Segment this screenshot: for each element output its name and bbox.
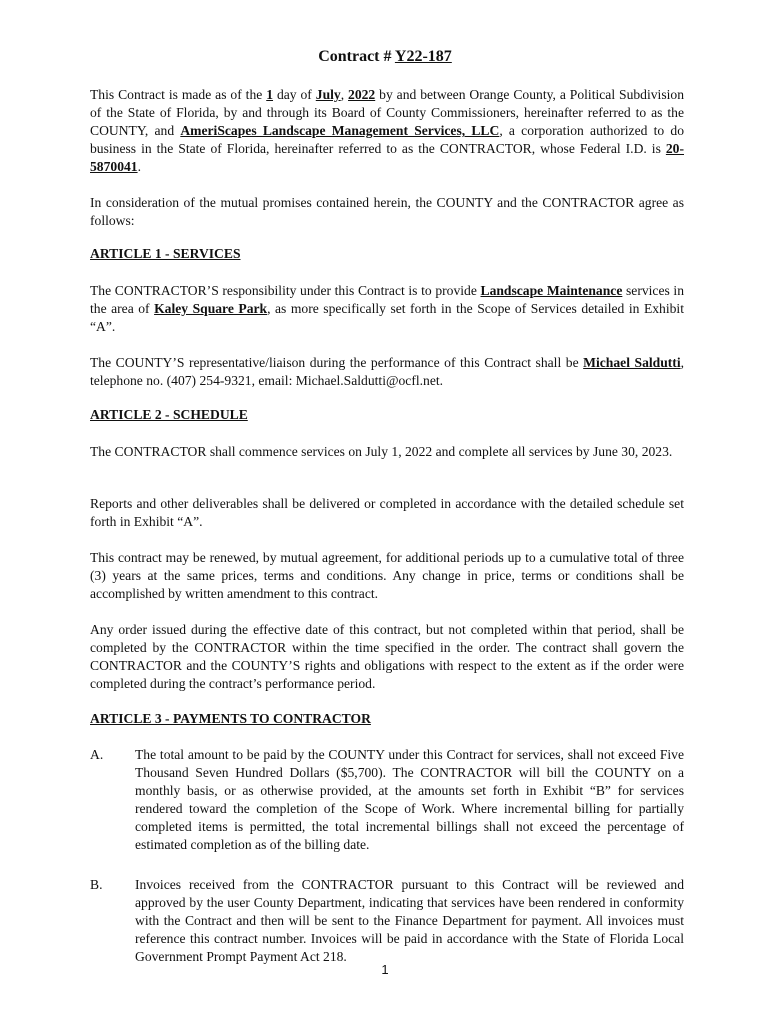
contractor-name: AmeriScapes Landscape Management Services, LLC bbox=[180, 123, 500, 138]
contract-day: 1 bbox=[266, 87, 274, 102]
item-a-paragraph: The total amount to be paid by the COUNTY under this Contract for services, shall not exceed Five Thousand Seven Hundred Dollars ($5,700). The CONTRACTOR will bill the COUNTY on a monthly basis, or as otherwise provided, at the amounts set forth in Exhibit “B” for services rendered toward the completion of the Scope of Work. Where incremental billing for partially completed items is permitted, the total incremental billings shall not exceed the percentage of estimated completion as of the billing date. bbox=[135, 747, 684, 852]
consideration-paragraph: In consideration of the mutual promises contained herein, the COUNTY and the CONTRACTOR agree as follows: bbox=[90, 195, 684, 228]
article-2-orders-paragraph: Any order issued during the effective date of this contract, but not completed within that period, shall be completed by the CONTRACTOR within the time specified in the order. The contract shall govern the CONTRACTOR and the COUNTY’S rights and obligations with respect to the extent as if the order were completed during the contract’s performance period. bbox=[90, 622, 684, 691]
article-3-heading: ARTICLE 3 - PAYMENTS TO CONTRACTOR bbox=[90, 711, 371, 726]
article-2-deliverables-paragraph: Reports and other deliverables shall be delivered or completed in accordance with the detailed schedule set forth in Exhibit “A”. bbox=[90, 496, 684, 529]
intro-paragraph: This Contract is made as of the 1 day of July, 2022 by and between Orange County, a Political Subdivision of the State of Florida, by and through its Board of County Commissioners, hereinafter referred to as the COUNTY, and AmeriScapes Landscape Management Services, LLC, a corporation authorized to do business in the State of Florida, hereinafter referred to as the CONTRACTOR, whose Federal I.D. is 20-5870041. bbox=[90, 87, 684, 174]
item-b-paragraph: Invoices received from the CONTRACTOR pursuant to this Contract will be reviewed and approved by the user County Department, indicating that services have been rendered in conformity with the Contract and then will be sent to the Finance Department for payment. All invoices must reference this contract number. Invoices will be paid in accordance with the State of Florida Local Government Prompt Payment Act 218. bbox=[135, 877, 684, 964]
article-2-renewal-paragraph: This contract may be renewed, by mutual agreement, for additional periods up to a cumulative total of three (3) years at the same prices, terms and conditions. Any change in price, terms or conditions shall be accomplished by written amendment to this contract. bbox=[90, 550, 684, 601]
article-2-schedule-paragraph: The CONTRACTOR shall commence services on July 1, 2022 and complete all services by June 30, 2023. bbox=[90, 444, 673, 459]
article-1-liaison-paragraph: The COUNTY’S representative/liaison during the performance of this Contract shall be Michael Saldutti, telephone no. (407) 254-9321, email: Michael.Saldutti@ocfl.net. bbox=[90, 355, 684, 388]
article-2-heading: ARTICLE 2 - SCHEDULE bbox=[90, 407, 248, 422]
service-type: Landscape Maintenance bbox=[480, 283, 623, 298]
liaison-name: Michael Saldutti bbox=[583, 355, 681, 370]
page-number: 1 bbox=[381, 962, 389, 977]
contract-year: 2022 bbox=[348, 87, 376, 102]
contract-title: Contract # Y22-187 bbox=[318, 48, 452, 65]
article-1-services-paragraph: The CONTRACTOR’S responsibility under this Contract is to provide Landscape Maintenance services in the area of Kaley Square Park, as more specifically set forth in the Scope of Services detailed in Exhibit “A”. bbox=[90, 283, 685, 334]
item-a-label: A. bbox=[90, 747, 104, 762]
article-1-heading: ARTICLE 1 - SERVICES bbox=[90, 246, 241, 261]
contract-number: Y22-187 bbox=[394, 48, 452, 65]
item-b-label: B. bbox=[90, 877, 103, 892]
contract-month: July bbox=[315, 87, 341, 102]
federal-id: 20-5870041 bbox=[90, 141, 684, 174]
service-area: Kaley Square Park bbox=[154, 301, 268, 316]
